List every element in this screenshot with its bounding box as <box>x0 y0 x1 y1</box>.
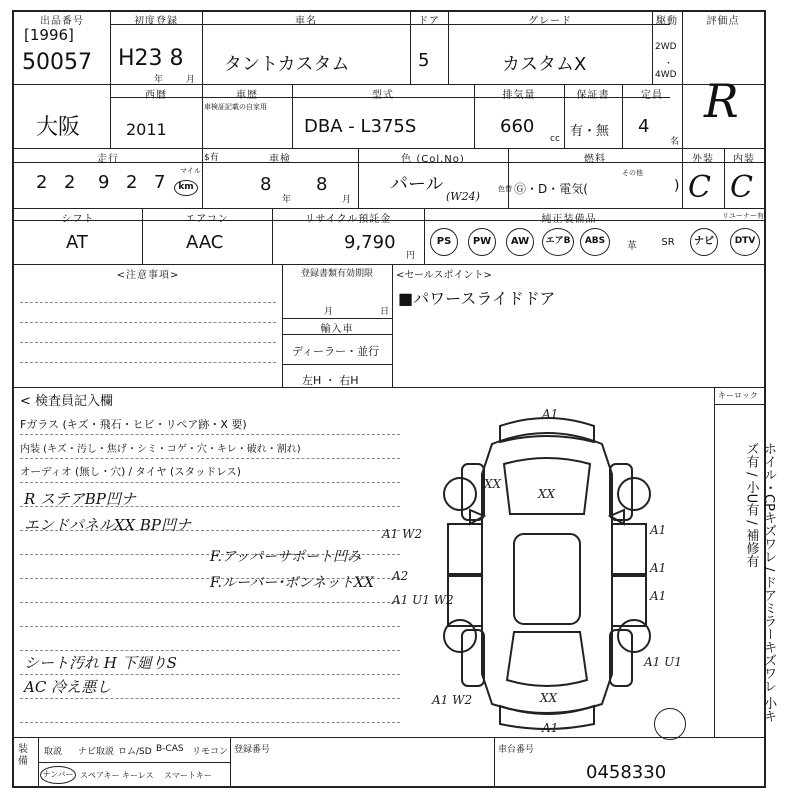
equip-navi: ナビ <box>690 228 718 256</box>
mark-hood: XX <box>538 487 556 501</box>
grade-value: カスタムX <box>502 54 587 75</box>
insp-year: 8 <box>260 174 272 195</box>
auction-sheet: 出品番号 [1996] 50057 初度登録 H23 8 年 月 車名 タントカスタム ドア 5 グレード カスタムX 駆動 2WD ・ 4WD 評価点 R 大阪 西暦 2011 車歴 車検証記載の自家用 型式 DBA - L375S 排気量 660 cc 保証書 有・無 定員 4 名 走行 2 2 9 2 7 マイル km $有 車検 8 年 8 月 色 (Col.No) パール (W24) 色替 燃料 Ⓖ・D・電気( その他 ) 外装 C 内装 C シフト AT エアコン AAC リサイクル預託金 9,790 円 純正装備品 リユーナー有 PS PW AW エアB ABS 革 SR ナビ DTV <注意事項> 登録書類有効期限 月 日 輸入車 ディーラー・並行 左H ・ 右H <セールスポイント> ■パワースライドドア < 検査員記入欄 Fガラス (キズ・飛石・ヒビ・リペア跡・X 要) 内装 (キズ・汚し・焦げ・シミ・コゲ・穴・キレ・破れ・割れ) オーディオ (無し・穴) / タイヤ (スタッドレス) R ステアBP凹ナ エンドパネルXX BP凹ナ F.アッパーサポート凹み F.ルーバー･ボンネットXX シート汚れ H 下廻りS AC 冷え悪し キーロック ホイル・CPキズワレ / ドアミラーキズワレ 小キズ有 / 小U有 / 補修有 A1 XX XX A1 W2 A2 A1 U1 W2 A1 A1 A1 A1 U1 A1 W2 XX A1 装備 取説 ナビ取説 ロム/SD B-CAS リモコン ナンバー スペアキー キーレス スマートキー 登録番号 車台番号 0458330 <box>12 10 766 788</box>
insp-month-unit: 月 <box>342 195 352 205</box>
equip-pw: PW <box>468 228 496 256</box>
drive-label: 駆動 <box>656 16 678 27</box>
interior-label: 内装 <box>733 154 755 165</box>
fuel-other-label: その他 <box>622 169 643 177</box>
model-code: DBA - L375S <box>304 116 417 137</box>
chassis-number: 0458330 <box>586 762 667 783</box>
side-note: ホイル・CPキズワレ / ドアミラーキズワレ 小キズ有 / 小U有 / 補修有 <box>743 442 777 723</box>
recycle-label: リサイクル預託金 <box>304 214 392 225</box>
car-name: タントカスタム <box>224 54 350 75</box>
color-code: (W24) <box>446 190 480 203</box>
capacity-unit: 名 <box>670 137 680 147</box>
mile-label: マイル <box>180 167 201 175</box>
rating-value: R <box>704 74 739 128</box>
warranty-label: 保証書 <box>576 90 610 101</box>
handnote-4: F.ルーバー･ボンネットXX <box>210 575 374 591</box>
fuel-label: 燃料 <box>584 154 606 165</box>
door-label: ドア <box>418 16 440 27</box>
mark-rear: XX <box>540 691 558 705</box>
handnote-3: F.アッパーサポート凹み <box>210 549 362 565</box>
drive-sep: ・ <box>664 59 674 69</box>
drive-2wd: 2WD <box>655 42 677 52</box>
mark-rr-door: A1 <box>650 589 667 603</box>
mileage-digit-2: 2 <box>64 172 76 193</box>
reg-expiry-label: 登録書類有効期限 <box>300 269 373 279</box>
color-change: 色替 <box>498 185 512 193</box>
fuel-options: Ⓖ・D・電気( <box>514 182 588 196</box>
first-reg-label: 初度登録 <box>134 16 178 27</box>
lot-label: 出品番号 <box>40 16 84 27</box>
equip-ps: PS <box>430 228 458 256</box>
recycle-value: 9,790 <box>344 232 396 253</box>
drive-4wd: 4WD <box>655 70 677 80</box>
spare-wheel-icon <box>654 708 686 740</box>
equip-aw: AW <box>506 228 534 256</box>
mark-hood-left: XX <box>484 477 502 491</box>
selling-point: ■パワースライドドア <box>398 289 556 308</box>
color-value: パール <box>390 174 444 195</box>
inspection-expiry-label: 車検 <box>269 154 291 165</box>
mark-rl-door: A2 <box>392 569 409 583</box>
capacity-label: 定員 <box>641 90 663 101</box>
sai-label: $有 <box>204 153 219 163</box>
ac-value: AAC <box>186 232 224 253</box>
reg-day-unit: 日 <box>380 307 390 317</box>
equip-leather: 革 <box>627 241 637 252</box>
exterior-grade: C <box>688 170 711 205</box>
handnote-5: シート汚れ H 下廻りS <box>24 654 177 672</box>
shift-label: シフト <box>61 214 95 225</box>
reg-month-unit: 月 <box>324 307 334 317</box>
handnote-1: R ステアBP凹ナ <box>24 490 136 508</box>
insp-year-unit: 年 <box>282 195 292 205</box>
handnote-6: AC 冷え悪し <box>24 678 112 696</box>
mark-fr-door: A1 <box>650 561 667 575</box>
shift-value: AT <box>66 232 88 253</box>
ac-label: エアコン <box>185 214 229 225</box>
history-sub: 車検証記載の自家用 <box>204 103 267 111</box>
mark-bottom: A1 <box>542 721 559 735</box>
mark-rocker-left: A1 U1 W2 <box>392 593 454 607</box>
selling-point-label: <セールスポイント> <box>396 270 492 281</box>
equip-dtv: DTV <box>730 228 760 256</box>
handnote-2: エンドパネルXX BP凹ナ <box>24 516 191 534</box>
mark-fr-fender: A1 <box>650 523 667 537</box>
fitem-rom: ロム/SD <box>118 747 152 757</box>
reg-number-label: 登録番号 <box>234 745 271 755</box>
lot-year: [1996] <box>24 26 74 44</box>
capacity-value: 4 <box>638 116 650 137</box>
mileage-digit-4: 2 <box>126 172 138 193</box>
fitem-navi-manual: ナビ取説 <box>78 747 115 757</box>
caution-label: <注意事項> <box>116 270 180 281</box>
door-count: 5 <box>418 50 430 71</box>
mark-fl-door: A1 W2 <box>382 527 423 541</box>
fitem-keyless: キーレス <box>122 771 154 780</box>
equip-sunroof: SR <box>661 237 675 248</box>
interior-note: 内装 (キズ・汚し・焦げ・シミ・コゲ・穴・キレ・破れ・割れ) <box>20 444 301 455</box>
fitem-manual: 取説 <box>44 747 63 757</box>
cc-unit: cc <box>550 134 560 144</box>
model-label: 型式 <box>372 90 394 101</box>
keyrock-label: キーロック <box>718 391 758 400</box>
inspector-title: < 検査員記入欄 <box>20 394 114 409</box>
fitem-remote: リモコン <box>192 747 229 757</box>
equip-title: 装備 <box>18 744 28 767</box>
import-value: ディーラー・並行 <box>292 345 380 358</box>
exterior-label: 外装 <box>692 154 714 165</box>
month-unit: 月 <box>186 75 196 85</box>
car-name-label: 車名 <box>295 16 317 27</box>
year-unit: 年 <box>154 75 164 85</box>
km-unit: km <box>174 180 198 196</box>
yen-unit: 円 <box>406 251 416 261</box>
mileage-digit-3: 9 <box>98 172 110 193</box>
western-year: 2011 <box>126 120 167 139</box>
first-reg-value: H23 8 <box>118 46 184 71</box>
mark-top: A1 <box>542 407 559 421</box>
equip-abs: ABS <box>580 228 610 256</box>
location: 大阪 <box>36 115 81 140</box>
equipment-label: 純正装備品 <box>541 214 597 225</box>
mileage-digit-1: 2 <box>36 172 48 193</box>
fitem-spare-key: スペアキー <box>80 771 120 780</box>
insp-month: 8 <box>316 174 328 195</box>
western-label: 西暦 <box>145 90 167 101</box>
fitem-smart-key: スマートキー <box>164 771 212 780</box>
fitem-bcas: B-CAS <box>156 744 184 754</box>
car-diagram <box>382 404 682 735</box>
import-label: 輸入車 <box>320 324 354 335</box>
displacement-value: 660 <box>500 116 535 137</box>
fitem-number-plate: ナンバー <box>40 766 76 784</box>
interior-grade: C <box>730 170 753 205</box>
mark-rl-qtr: A1 W2 <box>432 693 473 707</box>
audio-note: オーディオ (無し・穴) / タイヤ (スタッドレス) <box>20 466 241 478</box>
glass-note: Fガラス (キズ・飛石・ヒビ・リペア跡・X 要) <box>20 418 247 431</box>
equip-airbag: エアB <box>542 228 574 256</box>
mileage-label: 走行 <box>97 154 119 165</box>
rating-label: 評価点 <box>706 16 740 27</box>
displacement-label: 排気量 <box>502 90 536 101</box>
lot-number: 50057 <box>22 50 92 75</box>
history-label: 車歴 <box>236 90 258 101</box>
handle-side: 左H ・ 右H <box>302 374 359 387</box>
warranty-value: 有・無 <box>570 124 610 139</box>
grade-label: グレード <box>528 16 572 27</box>
color-label: 色 (Col.No) <box>401 154 465 165</box>
recycle-sub-label: リユーナー有 <box>722 212 764 220</box>
mark-rr-qtr: A1 U1 <box>644 655 682 669</box>
mileage-digit-5: 7 <box>154 172 166 193</box>
chassis-label: 車台番号 <box>498 745 535 755</box>
